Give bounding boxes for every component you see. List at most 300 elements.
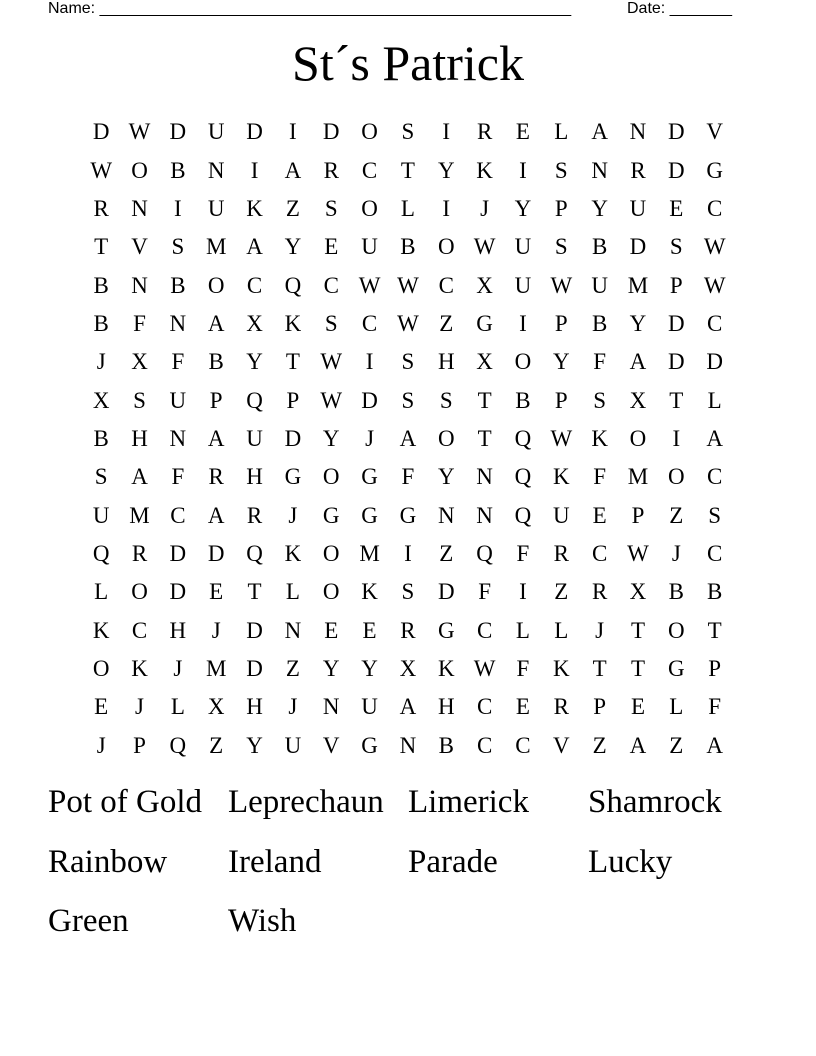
grid-letter: D (668, 310, 685, 336)
grid-letter: X (207, 694, 225, 720)
word-list-item: Limerick (408, 784, 529, 820)
grid-letter: H (437, 694, 455, 720)
grid-letter: E (362, 617, 377, 643)
grid-letter: C (246, 272, 263, 298)
grid-letter: S (324, 195, 338, 221)
grid-letter: P (669, 272, 683, 298)
grid-row (82, 420, 734, 458)
grid-letter: U (514, 272, 532, 298)
grid-letter: S (439, 387, 453, 413)
grid-letter: D (246, 655, 263, 681)
grid-letter: A (131, 464, 148, 490)
grid-letter: P (554, 310, 568, 336)
grid-letter: J (173, 655, 183, 681)
grid-letter: F (516, 540, 530, 566)
word-list-item: Lucky (588, 843, 673, 880)
grid-letter: D (207, 540, 225, 566)
grid-letter: U (284, 732, 302, 758)
grid-letter: D (169, 579, 187, 605)
page-title: St´s Patrick (292, 35, 524, 91)
grid-letter: E (592, 502, 607, 528)
grid-letter: A (207, 310, 225, 336)
word-list-item: Wish (228, 903, 297, 939)
grid-letter: D (361, 387, 378, 413)
grid-letter: V (706, 119, 723, 145)
grid-letter: J (96, 732, 106, 758)
grid-letter: O (207, 272, 225, 298)
grid-letter: N (591, 157, 608, 183)
grid-letter: D (668, 119, 685, 145)
grid-letter: W (703, 272, 726, 298)
grid-letter: I (404, 540, 412, 566)
grid-letter: G (361, 464, 378, 490)
grid-letter: O (92, 655, 110, 681)
grid-letter: R (323, 157, 339, 183)
grid-letter: T (400, 157, 415, 183)
grid-letter: U (361, 694, 378, 720)
grid-letter: B (515, 387, 531, 413)
grid-letter: I (519, 310, 527, 336)
grid-letter: T (94, 234, 109, 260)
grid-letter: A (629, 349, 647, 375)
grid-letter: H (437, 349, 455, 375)
grid-letter: R (246, 502, 263, 528)
grid-letter: N (207, 157, 225, 183)
grid-letter: A (706, 425, 723, 451)
grid-letter: L (400, 195, 415, 221)
grid-letter: Y (361, 655, 378, 681)
grid-letter: G (399, 502, 417, 528)
grid-row (82, 381, 734, 419)
grid-letter: K (246, 195, 263, 221)
grid-letter: K (437, 655, 455, 681)
grid-letter: V (131, 234, 148, 260)
grid-letter: B (707, 579, 723, 605)
grid-letter: U (629, 195, 647, 221)
grid-row (82, 228, 734, 266)
grid-letter: Y (552, 349, 570, 375)
grid-letter: I (442, 195, 451, 221)
grid-letter: W (550, 272, 573, 298)
grid-letter: K (284, 310, 302, 336)
grid-letter: S (554, 157, 568, 183)
grid-row (82, 343, 734, 381)
grid-letter: Z (285, 655, 300, 681)
grid-letter: Q (92, 540, 110, 566)
grid-letter: K (476, 157, 493, 183)
grid-letter: K (591, 425, 608, 451)
grid-letter: C (476, 694, 493, 720)
grid-row (82, 727, 734, 765)
grid-letter: Y (246, 349, 263, 375)
grid-letter: K (552, 464, 570, 490)
grid-letter: A (207, 425, 225, 451)
grid-letter: W (397, 310, 419, 336)
grid-letter: O (514, 349, 532, 375)
grid-letter: J (135, 694, 144, 720)
grid-letter: F (401, 464, 415, 490)
grid-letter: H (169, 617, 187, 643)
grid-letter: N (169, 310, 187, 336)
grid-letter: Z (285, 195, 300, 221)
grid-letter: L (707, 387, 722, 413)
grid-letter: Z (669, 502, 684, 528)
grid-letter: F (171, 349, 185, 375)
grid-letter: O (668, 617, 685, 643)
grid-letter: J (288, 502, 298, 528)
grid-letter: W (320, 349, 343, 375)
grid-letter: J (288, 694, 298, 720)
grid-letter: I (672, 425, 681, 451)
grid-letter: J (671, 540, 681, 566)
grid-letter: A (207, 502, 225, 528)
word-list-item: Green (48, 903, 129, 939)
grid-letter: A (284, 157, 302, 183)
grid-letter: K (361, 579, 378, 605)
grid-letter: L (554, 617, 569, 643)
grid-letter: U (246, 425, 263, 451)
date-field-label: Date: _______ (627, 0, 732, 17)
grid-letter: X (92, 387, 110, 413)
grid-letter: X (246, 310, 263, 336)
grid-letter: C (131, 617, 148, 643)
grid-letter: O (131, 579, 148, 605)
grid-row (82, 190, 734, 228)
grid-letter: S (401, 349, 415, 375)
grid-letter: G (361, 732, 378, 758)
grid-row (82, 113, 734, 151)
grid-letter: K (92, 617, 110, 643)
grid-letter: C (361, 310, 378, 336)
grid-letter: D (322, 119, 340, 145)
grid-letter: P (708, 655, 722, 681)
word-list-item: Shamrock (588, 784, 722, 820)
grid-letter: R (131, 540, 148, 566)
grid-letter: W (473, 655, 496, 681)
grid-letter: L (515, 617, 530, 643)
grid-letter: B (400, 234, 416, 260)
grid-letter: D (668, 349, 685, 375)
grid-letter: C (361, 157, 378, 183)
grid-letter: Q (476, 540, 493, 566)
grid-letter: G (284, 464, 302, 490)
grid-letter: I (174, 195, 182, 221)
grid-letter: D (246, 119, 263, 145)
grid-letter: U (552, 502, 570, 528)
grid-letter: U (92, 502, 110, 528)
grid-letter: F (593, 349, 607, 375)
grid-letter: N (437, 502, 455, 528)
grid-letter: E (209, 579, 224, 605)
grid-letter: U (207, 119, 225, 145)
grid-letter: S (669, 234, 683, 260)
grid-letter: Z (209, 732, 224, 758)
grid-letter: M (129, 502, 150, 528)
grid-letter: P (133, 732, 146, 758)
grid-letter: B (591, 310, 608, 336)
grid-letter: G (476, 310, 493, 336)
grid-letter: E (515, 694, 530, 720)
grid-letter: H (131, 425, 148, 451)
grid-letter: A (629, 732, 647, 758)
grid-letter: G (668, 655, 685, 681)
grid-letter: J (365, 425, 375, 451)
grid-letter: U (207, 195, 225, 221)
grid-letter: Q (284, 272, 302, 298)
grid-letter: R (630, 157, 646, 183)
grid-row (82, 305, 734, 343)
grid-letter: J (480, 195, 490, 221)
grid-letter: D (629, 234, 647, 260)
grid-letter: Z (669, 732, 684, 758)
grid-letter: R (591, 579, 608, 605)
grid-letter: X (629, 387, 647, 413)
grid-letter: Y (322, 425, 340, 451)
grid-letter: H (246, 694, 263, 720)
grid-letter: W (90, 157, 113, 183)
grid-letter: P (286, 387, 300, 413)
word-list-item: Leprechaun (228, 784, 384, 820)
grid-letter: T (707, 617, 722, 643)
grid-letter: O (437, 234, 455, 260)
grid-letter: Q (514, 425, 532, 451)
grid-letter: F (133, 310, 146, 336)
grid-letter: L (554, 119, 569, 145)
grid-letter: Q (246, 387, 263, 413)
grid-letter: D (706, 349, 723, 375)
grid-letter: O (322, 464, 340, 490)
grid-letter: E (94, 694, 109, 720)
grid-letter: Y (514, 195, 532, 221)
grid-letter: Z (439, 310, 454, 336)
grid-letter: J (211, 617, 221, 643)
grid-letter: U (514, 234, 532, 260)
grid-letter: C (170, 502, 186, 528)
grid-letter: I (519, 157, 527, 183)
grid-letter: J (96, 349, 106, 375)
grid-letter: Q (514, 502, 532, 528)
grid-letter: E (669, 195, 684, 221)
grid-letter: Z (592, 732, 607, 758)
grid-letter: A (591, 119, 608, 145)
grid-row (82, 151, 734, 189)
grid-letter: W (320, 387, 343, 413)
grid-letter: N (131, 272, 148, 298)
grid-letter: U (591, 272, 608, 298)
grid-letter: D (284, 425, 302, 451)
grid-letter: M (627, 464, 649, 490)
grid-letter: O (668, 464, 685, 490)
grid-letter: J (595, 617, 605, 643)
grid-letter: T (669, 387, 684, 413)
grid-row (82, 688, 734, 726)
grid-letter: R (400, 617, 416, 643)
grid-letter: L (669, 694, 684, 720)
grid-letter: I (289, 119, 297, 145)
grid-letter: F (171, 464, 185, 490)
grid-letter: E (515, 119, 530, 145)
grid-letter: N (131, 195, 148, 221)
grid-letter: C (438, 272, 454, 298)
grid-letter: R (93, 195, 109, 221)
grid-letter: W (397, 272, 419, 298)
grid-letter: I (519, 579, 527, 605)
grid-letter: Y (437, 157, 455, 183)
grid-letter: T (592, 655, 607, 681)
grid-letter: L (94, 579, 109, 605)
grid-letter: D (92, 119, 110, 145)
grid-letter: A (399, 694, 417, 720)
word-list-item: Parade (408, 843, 498, 880)
grid-letter: C (707, 540, 723, 566)
grid-letter: R (553, 694, 569, 720)
grid-letter: S (94, 464, 108, 490)
word-list (48, 780, 768, 959)
grid-letter: N (284, 617, 302, 643)
grid-letter: P (593, 694, 607, 720)
grid-letter: W (358, 272, 381, 298)
grid-letter: C (476, 617, 493, 643)
word-search-grid (82, 113, 734, 765)
grid-letter: W (473, 234, 496, 260)
grid-letter: Y (246, 732, 263, 758)
grid-letter: P (209, 387, 223, 413)
grid-letter: M (627, 272, 649, 298)
grid-letter: H (246, 464, 263, 490)
grid-letter: F (478, 579, 491, 605)
grid-letter: V (552, 732, 570, 758)
grid-letter: W (128, 119, 151, 145)
grid-letter: O (131, 157, 148, 183)
word-list-item: Pot of Gold (48, 784, 203, 820)
grid-letter: K (284, 540, 302, 566)
grid-letter: S (171, 234, 185, 260)
grid-letter: C (591, 540, 608, 566)
grid-letter: B (93, 272, 109, 298)
grid-letter: R (476, 119, 493, 145)
grid-letter: Y (322, 655, 340, 681)
grid-letter: C (476, 732, 493, 758)
grid-letter: A (399, 425, 417, 451)
grid-letter: M (205, 234, 227, 260)
grid-letter: N (629, 119, 647, 145)
grid-letter: B (591, 234, 608, 260)
grid-letter: O (322, 579, 340, 605)
grid-letter: L (285, 579, 300, 605)
grid-letter: T (477, 387, 492, 413)
grid-row (82, 266, 734, 304)
grid-letter: I (365, 349, 374, 375)
grid-letter: V (322, 732, 340, 758)
grid-row (82, 611, 734, 649)
grid-letter: C (707, 195, 723, 221)
grid-letter: T (285, 349, 300, 375)
grid-letter: E (324, 617, 339, 643)
grid-letter: Z (554, 579, 569, 605)
grid-letter: S (401, 119, 415, 145)
grid-letter: Q (246, 540, 263, 566)
grid-letter: G (706, 157, 723, 183)
grid-letter: D (246, 617, 263, 643)
grid-letter: B (93, 425, 109, 451)
grid-letter: M (205, 655, 227, 681)
grid-letter: N (476, 502, 493, 528)
grid-letter: I (250, 157, 259, 183)
grid-letter: Y (591, 195, 608, 221)
grid-letter: S (401, 387, 415, 413)
grid-letter: N (169, 425, 187, 451)
grid-letter: Z (439, 540, 454, 566)
grid-letter: W (703, 234, 726, 260)
grid-letter: P (554, 387, 568, 413)
grid-letter: B (668, 579, 684, 605)
grid-letter: A (246, 234, 263, 260)
grid-letter: D (437, 579, 455, 605)
grid-letter: G (322, 502, 340, 528)
grid-letter: Q (514, 464, 532, 490)
grid-letter: P (631, 502, 645, 528)
grid-letter: G (361, 502, 378, 528)
grid-letter: C (707, 464, 723, 490)
grid-letter: X (131, 349, 148, 375)
grid-letter: L (170, 694, 185, 720)
grid-letter: E (324, 234, 339, 260)
grid-row (82, 535, 734, 573)
grid-letter: N (476, 464, 493, 490)
grid-letter: B (438, 732, 454, 758)
grid-letter: E (630, 694, 646, 720)
grid-letter: O (629, 425, 647, 451)
word-list-item: Ireland (228, 843, 322, 880)
grid-letter: S (708, 502, 722, 528)
grid-letter: T (477, 425, 492, 451)
grid-row (82, 458, 734, 496)
grid-letter: S (324, 310, 338, 336)
grid-letter: A (706, 732, 723, 758)
grid-letter: T (247, 579, 262, 605)
grid-letter: C (323, 272, 339, 298)
grid-letter: W (550, 425, 573, 451)
grid-letter: F (516, 655, 530, 681)
grid-letter: D (169, 119, 187, 145)
grid-letter: X (476, 272, 493, 298)
grid-row (82, 573, 734, 611)
grid-letter: U (169, 387, 187, 413)
grid-letter: Y (284, 234, 302, 260)
grid-row (82, 496, 734, 534)
grid-letter: K (131, 655, 148, 681)
grid-letter: G (437, 617, 455, 643)
grid-letter: P (554, 195, 568, 221)
grid-letter: C (707, 310, 723, 336)
grid-letter: Y (437, 464, 455, 490)
grid-letter: S (133, 387, 146, 413)
grid-letter: R (553, 540, 569, 566)
grid-letter: W (627, 540, 649, 566)
word-list-item: Rainbow (48, 843, 168, 880)
grid-letter: B (93, 310, 109, 336)
grid-letter: F (593, 464, 607, 490)
grid-letter: O (322, 540, 340, 566)
grid-letter: S (401, 579, 415, 605)
grid-letter: N (399, 732, 417, 758)
grid-letter: Q (169, 732, 187, 758)
grid-letter: U (361, 234, 378, 260)
grid-letter: R (208, 464, 224, 490)
grid-letter: N (322, 694, 340, 720)
grid-letter: F (708, 694, 722, 720)
grid-letter: B (208, 349, 224, 375)
